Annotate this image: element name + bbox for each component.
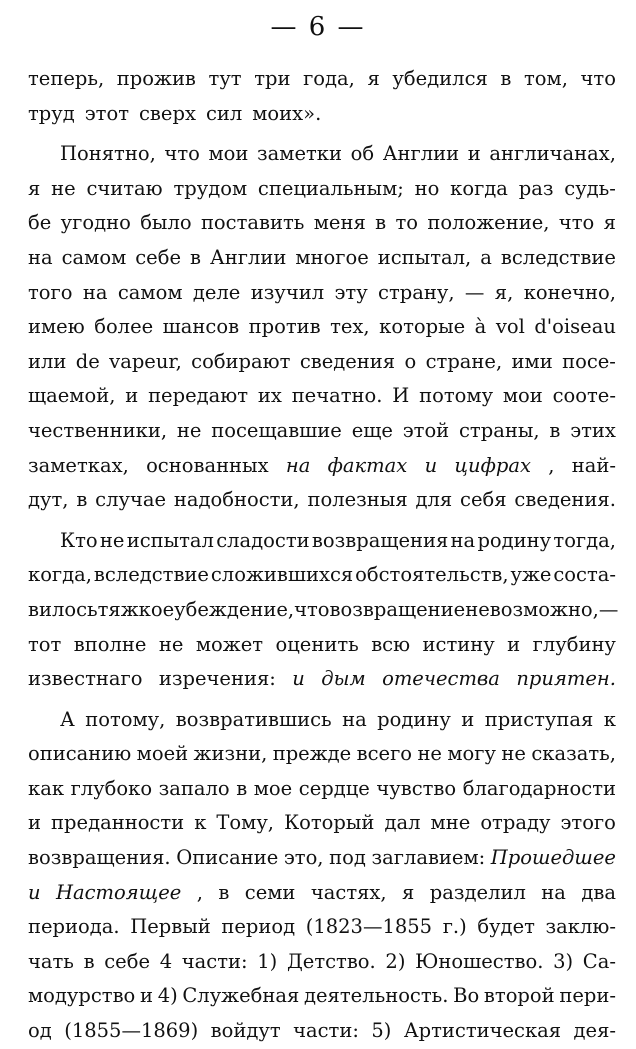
text-line: на самом себе в Англии многое испытал, а вследствие <box>28 245 616 269</box>
text-line: или de vapeur, собирают сведения о стране, ими посе- <box>28 349 616 373</box>
text-line: заметках, основанных на фактах и цифрах , най- <box>28 453 616 477</box>
text-line: известнаго изречения: и дым отечества приятен. <box>28 667 616 691</box>
text-line: и преданности к Тому, Который дал мне отраду этого <box>28 811 616 835</box>
text-line: тот вполне не может оценить всю истину и глубину <box>28 632 616 656</box>
text-line: од (1855—1869) войдут части: 5) Артистическая дея- <box>28 1019 616 1043</box>
page-number: — 6 — <box>270 12 366 42</box>
text-line: чать в себе 4 части: 1) Детство. 2) Юношество. 3) Са- <box>28 949 616 973</box>
text-line: как глубоко запало в мое сердце чувство благодарности <box>28 776 616 800</box>
text-line: когда, вследствие сложившихся обстоятельств, уже соста- <box>28 563 616 587</box>
text-line: дут, в случае надобности, полезныя для себя сведения. <box>28 488 616 512</box>
text-line: того на самом деле изучил эту страну, — я, конечно, <box>28 280 616 304</box>
text-line: я не считаю трудом специальным; но когда раз судь- <box>28 176 616 200</box>
text-line: труд этот сверх сил моих». <box>28 101 322 125</box>
text-line: возвращения. Описание это, под заглавием: Прошедшее <box>28 846 616 870</box>
text-line: вилось тяжкое убеждение, что возвращение невозможно,— <box>28 597 619 621</box>
text-line: теперь, прожив тут три года, я убедился в том, что <box>28 67 616 90</box>
text-line: щаемой, и передают их печатно. И потому мои соотe- <box>28 384 616 408</box>
text-line: Понятно, что мои заметки об Англии и англичанах, <box>60 142 616 166</box>
text-line: имею более шансов против тех, которые à vol d'oiseau <box>28 315 616 339</box>
text-line: А потому, возвратившись на родину и приступая к <box>60 707 616 731</box>
text-line: модурство и 4) Служебная деятельность. Во второй пери- <box>28 984 616 1008</box>
body-text <box>28 62 619 1049</box>
text-line: бе угодно было поставить меня в то положение, что я <box>28 211 616 235</box>
text-line: и Настоящее , в семи частях, я разделил на два <box>28 880 616 904</box>
text-line: описанию моей жизни, прежде всего не могу не сказать, <box>28 742 616 766</box>
text-line: чественники, не посещавшие еще этой страны, в этих <box>28 418 616 442</box>
text-line: периода. Первый период (1823—1855 г.) будет заклю- <box>28 915 616 939</box>
text-line: Кто не испытал сладости возвращения на родину тогда, <box>60 528 616 552</box>
